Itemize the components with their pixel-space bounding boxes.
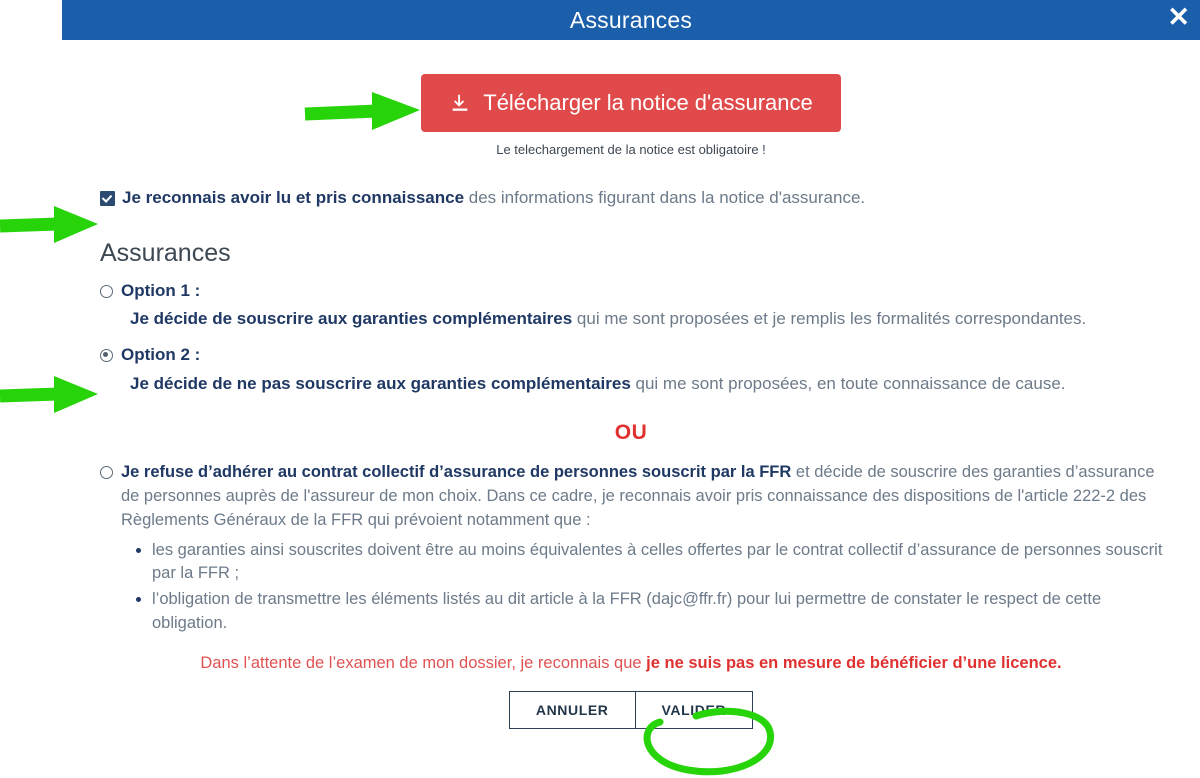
refusal-radio[interactable] — [100, 466, 113, 479]
modal-title: Assurances — [569, 6, 693, 33]
refusal-strong: Je refuse d’adhérer au contrat collectif d’assurance de personnes souscrit par la FFR — [121, 462, 792, 481]
modal-footer — [98, 691, 1164, 729]
option-1-row[interactable] — [100, 280, 1164, 301]
download-notice-button[interactable] — [421, 74, 841, 132]
list-item: • l’obligation de transmettre les éléments listés au dit article à la FFR (dajc@ffr.fr) pour lui permettre de constater le respect de cette obligation. — [152, 588, 1164, 636]
section-title: Assurances — [100, 239, 231, 268]
acknowledgement-text — [122, 187, 865, 209]
download-button-label: Télécharger la notice d'assurance — [483, 90, 813, 115]
acknowledgement-row[interactable] — [100, 187, 1164, 209]
refusal-rest: et décide de souscrire des garanties d’assurance de personnes auprès de l'assureur de mon choix. Dans ce cadre, je reconnais avoir pris connaissance des dispositions de l'article 222-2 des Règlements Généraux de la FFR qui prévoient notamment que : — [121, 462, 1155, 529]
option-1-desc-strong: Je décide de souscrire aux garanties complémentaires — [130, 309, 573, 329]
validate-button[interactable]: VALIDER — [636, 691, 754, 729]
option-2-desc-strong: Je décide de ne pas souscrire aux garanties complémentaires — [130, 373, 631, 393]
download-note: Le telechargement de la notice est obligatoire ! — [496, 142, 766, 157]
option-1-label: Option 1 : — [121, 281, 201, 301]
refusal-warning — [98, 654, 1164, 673]
download-section — [98, 74, 1164, 157]
assurances-modal — [62, 0, 1200, 778]
option-2-row[interactable] — [100, 344, 1164, 365]
refusal-warning-prefix: Dans l’attente de l’examen de mon dossier, je reconnais que — [200, 654, 647, 673]
list-item: • les garanties ainsi souscrites doivent être au moins équivalentes à celles offertes par le contrat collectif d’assurance de personnes souscrit par la FFR ; — [152, 539, 1164, 587]
option-1-description — [130, 308, 1164, 330]
option-1-block — [98, 280, 1164, 330]
refusal-text — [121, 461, 1164, 533]
cancel-button[interactable]: ANNULER — [509, 691, 636, 729]
option-1-radio[interactable] — [100, 285, 113, 298]
acknowledgement-strong: Je reconnais avoir lu et pris connaissance — [122, 188, 465, 207]
refusal-bullet-list — [98, 539, 1164, 637]
download-icon — [449, 92, 471, 114]
modal-header — [62, 0, 1200, 40]
option-2-label: Option 2 : — [121, 345, 201, 365]
refusal-warning-strong: je ne suis pas en mesure de bénéficier d’une licence. — [646, 654, 1062, 673]
refusal-row[interactable] — [100, 461, 1164, 533]
option-2-radio[interactable] — [100, 349, 113, 362]
acknowledgement-checkbox[interactable] — [100, 191, 115, 206]
modal-body — [62, 74, 1200, 729]
option-1-desc-rest: qui me sont proposées et je remplis les formalités correspondantes. — [572, 309, 1087, 329]
option-2-desc-rest: qui me sont proposées, en toute connaissance de cause. — [630, 373, 1066, 393]
acknowledgement-rest: des informations figurant dans la notice d'assurance. — [464, 188, 866, 207]
option-2-block — [98, 344, 1164, 394]
option-2-description — [130, 373, 1164, 395]
or-separator: OU — [614, 420, 648, 444]
close-icon[interactable]: ✕ — [1167, 2, 1190, 32]
